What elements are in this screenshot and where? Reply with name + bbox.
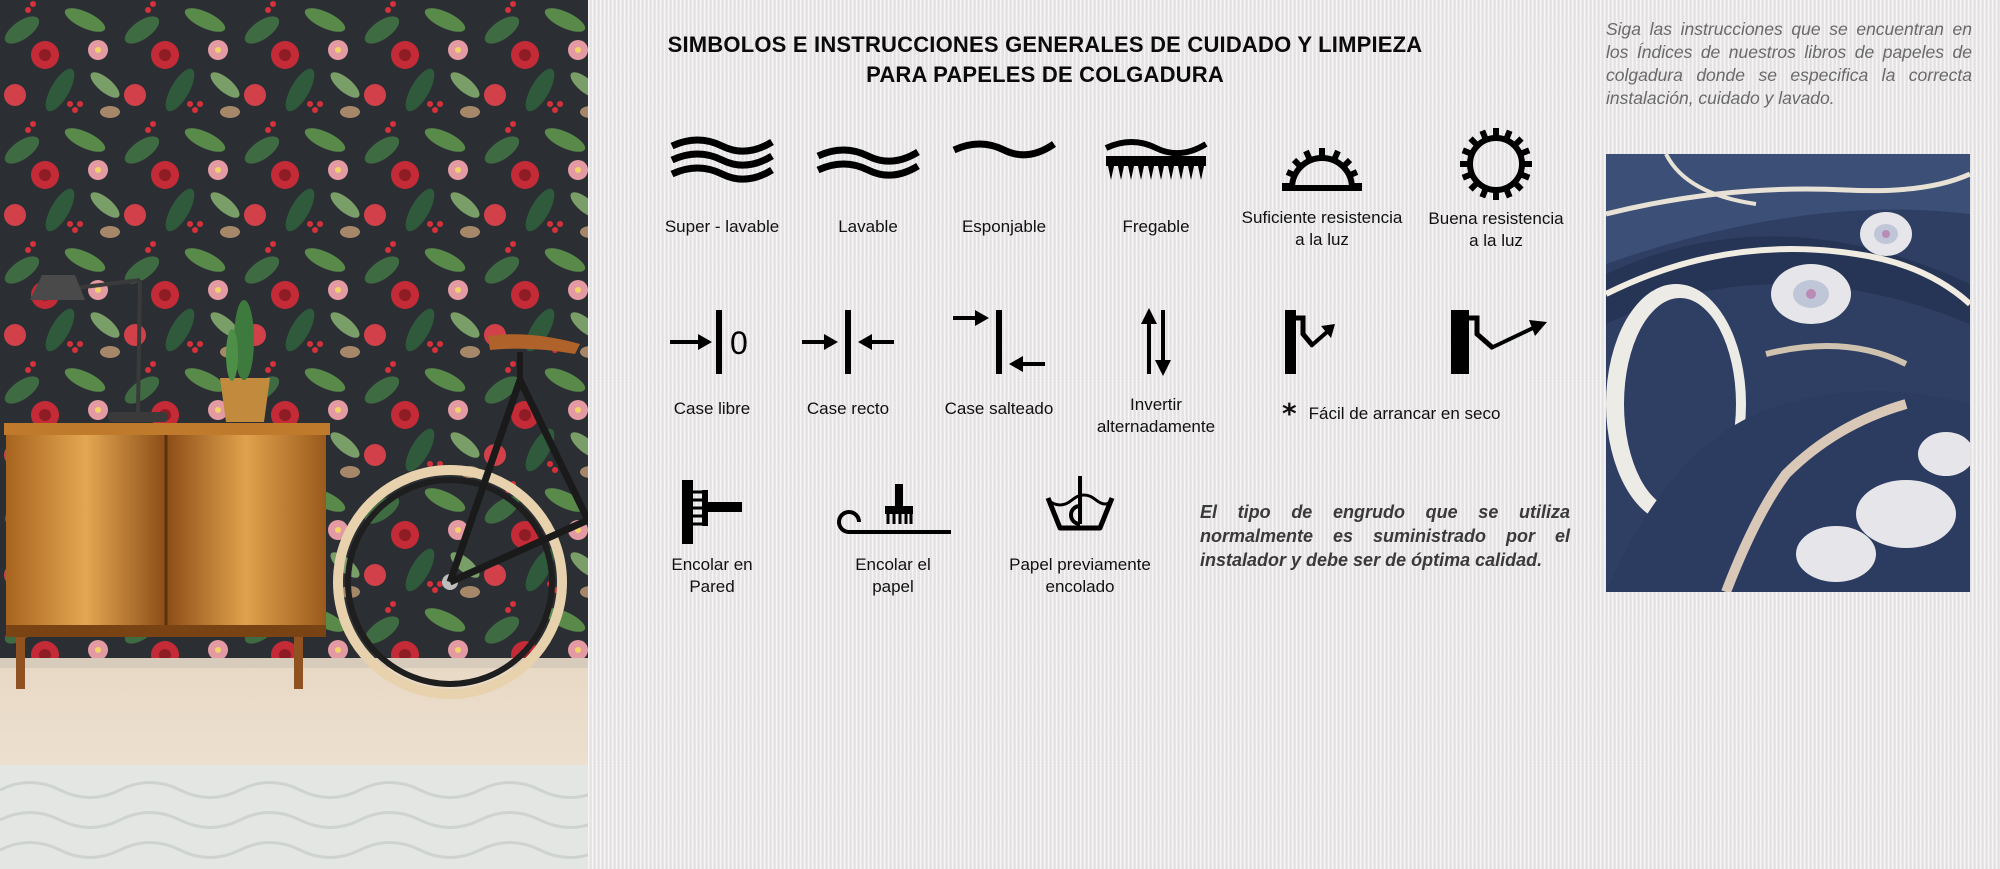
wallpaper-roll-photo — [1606, 154, 1970, 592]
previamente-line-2: encolado — [1045, 577, 1115, 596]
title-line-2: PARA PAPELES DE COLGADURA — [866, 62, 1224, 87]
suficiente-luz-label — [1232, 207, 1412, 251]
single-wave-icon — [952, 128, 1056, 192]
fregable-label: Fregable — [1122, 217, 1190, 236]
strip-double-icon — [1445, 306, 1555, 378]
invertir-label — [1086, 394, 1226, 438]
asterisk-icon: * — [1282, 396, 1297, 430]
symbol-encolar-papel — [830, 474, 956, 598]
straight-match-icon — [798, 306, 898, 378]
reverse-hang-icon — [1136, 306, 1176, 378]
case-libre-label: Case libre — [673, 399, 751, 418]
full-sun-icon — [1454, 122, 1538, 206]
paste-paper-icon — [833, 474, 953, 546]
side-text-line-3: colgadura donde se especifica la correcta — [1606, 65, 1972, 85]
paste-wall-icon — [672, 474, 752, 546]
double-wave-icon — [816, 128, 920, 192]
symbol-fregable — [1096, 128, 1216, 238]
suficiente-luz-line-1: Suficiente resistencia — [1241, 208, 1403, 227]
symbol-encolar-pared — [652, 474, 772, 598]
free-match-icon — [666, 306, 758, 378]
symbol-strip-double — [1440, 306, 1560, 378]
invertir-line-2: alternadamente — [1096, 417, 1216, 436]
buena-luz-line-1: Buena resistencia — [1428, 209, 1564, 228]
half-sun-icon — [1270, 128, 1374, 192]
invertir-line-1: Invertir — [1130, 395, 1182, 414]
strip-single-icon — [1275, 306, 1345, 378]
page-title — [620, 30, 1470, 90]
symbol-previamente — [1000, 474, 1160, 598]
buena-luz-label — [1416, 208, 1576, 252]
symbol-case-recto — [788, 306, 908, 420]
strippable-label — [1282, 396, 1501, 430]
case-salteado-label: Case salteado — [944, 399, 1054, 418]
symbol-esponjable — [944, 128, 1064, 238]
symbol-case-salteado — [934, 306, 1064, 420]
wallpaper-roll-image — [1606, 154, 1970, 592]
encolar-pared-line-1: Encolar en — [671, 555, 753, 574]
encolar-papel-line-1: Encolar el — [855, 555, 931, 574]
previamente-line-1: Papel previamente — [1009, 555, 1151, 574]
title-line-1: SIMBOLOS E INSTRUCCIONES GENERALES DE CUIDADO Y LIMPIEZA — [667, 32, 1423, 57]
paste-note-line-2: normalmente es suministrado por el — [1200, 526, 1570, 546]
encolar-papel-line-2: papel — [872, 577, 914, 596]
suficiente-luz-line-2: a la luz — [1295, 230, 1349, 249]
paste-note-line-3: instalador y debe ser de óptima calidad. — [1200, 550, 1543, 570]
symbol-case-libre — [652, 306, 772, 420]
symbol-super-lavable — [652, 128, 792, 238]
prepasted-icon — [1040, 474, 1120, 546]
paste-note — [1200, 500, 1570, 572]
paste-note-line-1: El tipo de engrudo que se utiliza — [1200, 502, 1570, 522]
interior-wallpaper-photo — [0, 0, 588, 869]
brush-icon — [1104, 128, 1208, 192]
symbol-buena-luz — [1416, 122, 1576, 252]
encolar-papel-label — [830, 554, 956, 598]
lavable-label: Lavable — [838, 217, 898, 236]
encolar-pared-label — [652, 554, 772, 598]
strippable-text: Fácil de arrancar en seco — [1308, 403, 1501, 423]
previamente-label — [1000, 554, 1160, 598]
symbol-suficiente-luz — [1232, 128, 1412, 251]
symbol-invertir — [1086, 306, 1226, 438]
symbol-lavable — [808, 128, 928, 238]
symbol-strip-single — [1270, 306, 1350, 378]
instructions-side-text — [1606, 18, 1972, 110]
free-match-glyph: 0 — [730, 325, 748, 361]
case-recto-label: Case recto — [806, 399, 890, 418]
side-text-line-1: Siga las instrucciones que se encuentran en — [1606, 19, 1972, 39]
encolar-pared-line-2: Pared — [689, 577, 735, 596]
side-text-line-4: instalación, cuidado y lavado. — [1606, 88, 1835, 108]
super-lavable-label: Super - lavable — [664, 217, 780, 236]
triple-wave-icon — [670, 128, 774, 192]
interior-scene-image — [0, 0, 588, 869]
side-text-line-2: los Índices de nuestros libros de papeles de — [1606, 42, 1972, 62]
buena-luz-line-2: a la luz — [1469, 231, 1523, 250]
esponjable-label: Esponjable — [961, 217, 1047, 236]
offset-match-icon — [949, 306, 1049, 378]
